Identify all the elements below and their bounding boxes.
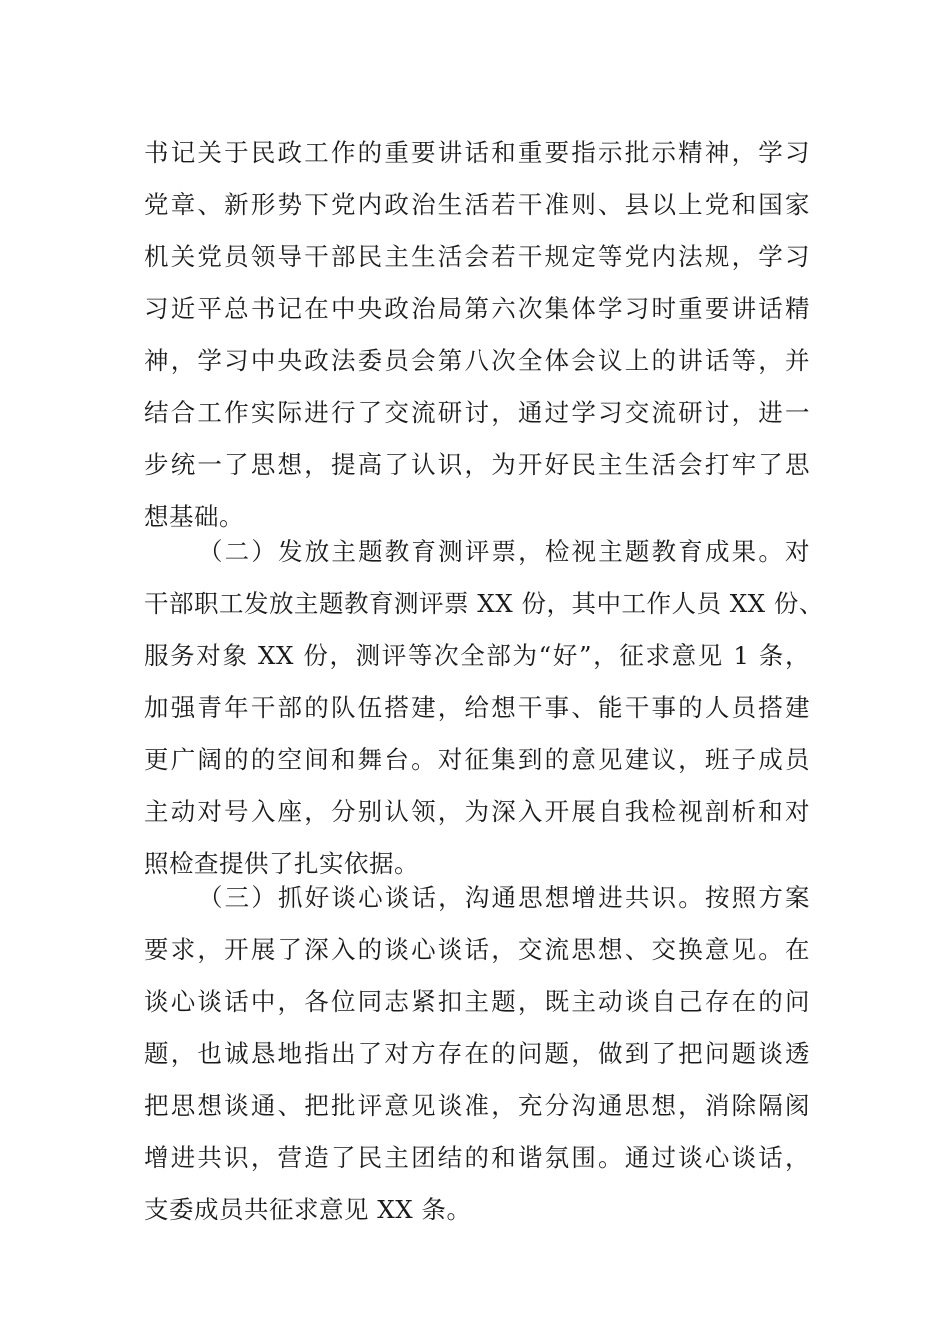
text-line: 支委成员共征求意见 XX 条。 [144,1195,472,1224]
text-line: 谈心谈话中，各位同志紧扣主题，既主动谈自己存在的问 [144,987,810,1016]
text-line: 主动对号入座，分别认领，为深入开展自我检视剖析和对 [144,797,810,826]
text-line: 题，也诚恳地指出了对方存在的问题，做到了把问题谈透 [144,1039,810,1068]
text-line: 把思想谈通、把批评意见谈准，充分沟通思想，消除隔阂 [144,1091,810,1120]
paragraph-study-continued [144,127,810,543]
text-line: 干部职工发放主题教育测评票 XX 份，其中工作人员 XX 份、 [144,589,824,618]
text-line: 神，学习中央政法委员会第八次全体会议上的讲话等，并 [144,346,810,375]
text-line: 更广阔的的空间和舞台。对征集到的意见建议，班子成员 [144,745,810,774]
text-line: 机关党员领导干部民主生活会若干规定等党内法规，学习 [144,242,810,271]
paragraph-survey-ballots [144,526,824,890]
text-line: （三）抓好谈心谈话，沟通思想增进共识。按照方案 [198,883,810,912]
text-line: 加强青年干部的队伍搭建，给想干事、能干事的人员搭建 [144,693,810,722]
text-line: 要求，开展了深入的谈心谈话，交流思想、交换意见。在 [144,935,810,964]
text-line: 党章、新形势下党内政治生活若干准则、县以上党和国家 [144,190,810,219]
text-line: 步统一了思想，提高了认识，为开好民主生活会打牢了思 [144,450,810,479]
paragraph-heart-to-heart-talks [144,872,810,1236]
text-line: 服务对象 XX 份，测评等次全部为“好”，征求意见 1 条， [144,641,810,670]
text-line: 结合工作实际进行了交流研讨，通过学习交流研讨，进一 [144,398,810,427]
text-line: 照检查提供了扎实依据。 [144,849,419,878]
text-line: 想基础。 [144,502,244,531]
text-line: 书记关于民政工作的重要讲话和重要指示批示精神，学习 [144,138,810,167]
text-line: 习近平总书记在中央政治局第六次集体学习时重要讲话精 [144,294,810,323]
text-line: 增进共识，营造了民主团结的和谐氛围。通过谈心谈话， [144,1143,810,1172]
text-line: （二）发放主题教育测评票，检视主题教育成果。对 [198,537,810,566]
